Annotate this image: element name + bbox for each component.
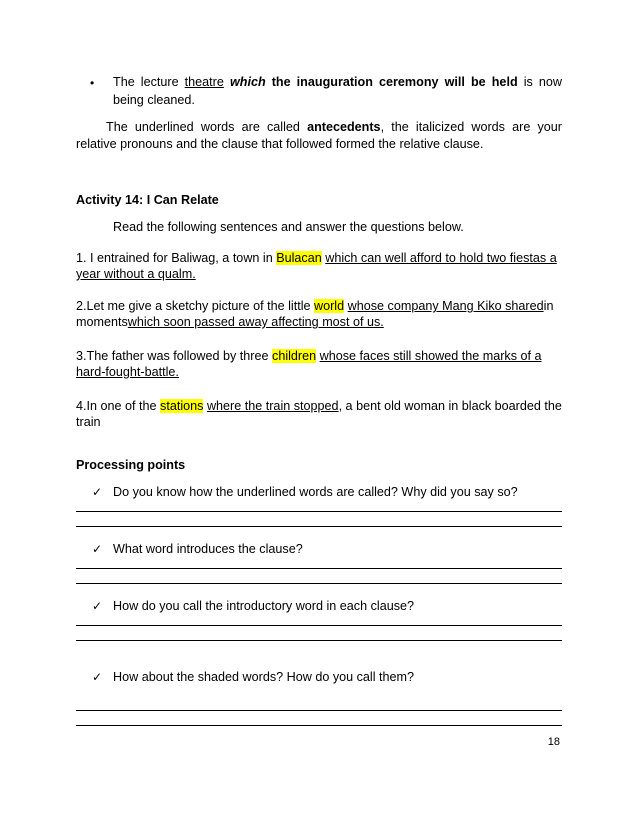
sentence-text: moments xyxy=(76,315,128,329)
sentence-2-line1 xyxy=(76,299,562,313)
explanation-text: The underlined words are called xyxy=(106,120,300,134)
question-1: Do you know how the underlined words are called? Why did you say so? xyxy=(113,485,518,499)
question-4: How about the shaded words? How do you call them? xyxy=(113,670,415,684)
underlined-clause: which can well afford to hold two fiestas a xyxy=(325,251,557,265)
sentence-text: 2.Let me give a sketchy picture of the little xyxy=(76,299,315,313)
check-icon: ✓ xyxy=(92,542,103,556)
bullet-text-line2: being cleaned. xyxy=(113,93,195,107)
check-icon: ✓ xyxy=(92,670,103,684)
underlined-clause: which soon passed away affecting most of us. xyxy=(127,315,384,329)
sentence-3-line2 xyxy=(76,365,562,379)
relative-clause: the inauguration ceremony will be held xyxy=(271,75,518,89)
sentence-text: 4.In one of the xyxy=(76,399,161,413)
answer-line[interactable] xyxy=(76,511,562,512)
underlined-clause: whose faces still showed the marks of a xyxy=(319,349,542,363)
page-number: 18 xyxy=(547,736,560,748)
sentence-text: , a bent old woman in black boarded the xyxy=(338,399,562,413)
shaded-word: stations xyxy=(160,399,204,413)
answer-line[interactable] xyxy=(76,625,562,626)
activity-instruction: Read the following sentences and answer the questions below. xyxy=(113,220,464,234)
answer-line[interactable] xyxy=(76,640,562,641)
bullet-icon: • xyxy=(90,76,95,90)
processing-title: Processing points xyxy=(76,458,186,472)
explanation-line1 xyxy=(106,120,562,134)
antecedents-term: antecedents xyxy=(307,120,381,134)
question-3: How do you call the introductory word in each clause? xyxy=(113,599,415,613)
sentence-4-line1 xyxy=(76,399,562,413)
underlined-clause: whose company Mang Kiko shared xyxy=(347,299,544,313)
bullet-text-part: is now xyxy=(523,75,562,89)
antecedent-word: theatre xyxy=(184,75,224,89)
shaded-word: world xyxy=(314,299,345,313)
answer-line[interactable] xyxy=(76,583,562,584)
bullet-text-part: The lecture xyxy=(113,75,179,89)
shaded-word: Bulacan xyxy=(276,251,322,265)
explanation-text: , the italicized words are your xyxy=(380,120,562,134)
sentence-1-line2 xyxy=(76,267,562,281)
sentence-3-line1 xyxy=(76,349,562,363)
underlined-clause: hard-fought-battle. xyxy=(76,365,179,379)
sentence-text: 1. I entrained for Baliwag, a town in xyxy=(76,251,277,265)
shaded-word: children xyxy=(272,349,317,363)
answer-line[interactable] xyxy=(76,725,562,726)
check-icon: ✓ xyxy=(92,599,103,613)
answer-line[interactable] xyxy=(76,710,562,711)
bullet-text-line1 xyxy=(113,75,562,89)
question-2: What word introduces the clause? xyxy=(113,542,303,556)
sentence-text: in xyxy=(543,299,554,313)
sentence-1-line1 xyxy=(76,251,562,265)
activity-title: Activity 14: I Can Relate xyxy=(76,193,219,207)
explanation-line2: relative pronouns and the clause that followed formed the relative clause. xyxy=(76,137,484,151)
sentence-text: 3.The father was followed by three xyxy=(76,349,273,363)
relative-pronoun-word: which xyxy=(229,75,266,89)
sentence-2-line2 xyxy=(76,315,562,329)
underlined-clause: where the train stopped xyxy=(206,399,339,413)
underlined-clause: year without a qualm. xyxy=(76,267,196,281)
answer-line[interactable] xyxy=(76,568,562,569)
check-icon: ✓ xyxy=(92,485,103,499)
answer-line[interactable] xyxy=(76,526,562,527)
sentence-4-line2: train xyxy=(76,415,101,429)
